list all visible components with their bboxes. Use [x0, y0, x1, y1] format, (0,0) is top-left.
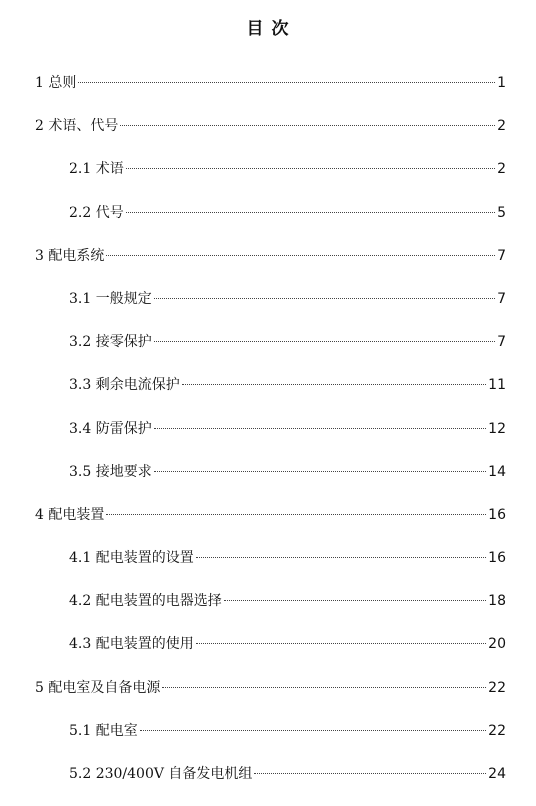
leader-dots [106, 514, 486, 515]
leader-dots [254, 773, 486, 774]
leader-dots [224, 600, 486, 601]
toc-entry-label: 5 配电室及自备电源 [35, 679, 161, 696]
toc-entry-page: 22 [488, 722, 506, 739]
leader-dots [154, 471, 486, 472]
toc-entry[interactable] [0, 547, 536, 590]
leader-dots [126, 212, 495, 213]
toc-entry-label: 1 总则 [35, 75, 77, 91]
toc-entry-page: 11 [488, 377, 506, 394]
toc-entry-page: 7 [497, 290, 506, 307]
toc-entry-page: 12 [488, 420, 506, 437]
toc-entry-label: 4.1 配电装置的设置 [69, 550, 194, 567]
toc-entry-page: 7 [497, 334, 506, 351]
toc-entry[interactable] [0, 504, 536, 547]
toc-entry[interactable] [0, 245, 536, 288]
toc-entry-label: 2.2 代号 [69, 204, 124, 221]
toc-entry-page: 20 [488, 636, 506, 653]
toc-entry-label: 3 配电系统 [35, 247, 105, 264]
toc-entry[interactable] [0, 590, 536, 633]
leader-dots [182, 384, 486, 385]
toc-entry[interactable] [0, 158, 536, 201]
leader-dots [126, 168, 495, 169]
toc-entry-label: 3.4 防雷保护 [69, 420, 152, 437]
toc-entry[interactable] [0, 288, 536, 331]
toc-entry-page: 16 [488, 550, 506, 567]
toc-entry-page: 1 [497, 75, 506, 91]
toc-entry[interactable] [0, 374, 536, 417]
leader-dots [106, 255, 495, 256]
toc-entry-label: 3.2 接零保护 [69, 334, 152, 351]
toc-entry-page: 14 [488, 463, 506, 480]
toc-entry-page: 16 [488, 506, 506, 523]
toc-entry[interactable] [0, 72, 536, 115]
toc-entry-label: 3.1 一般规定 [69, 290, 152, 307]
toc-entry-label: 5.2 230/400V 自备发电机组 [69, 766, 253, 782]
leader-dots [154, 428, 486, 429]
toc-entry-label: 3.3 剩余电流保护 [69, 377, 180, 394]
leader-dots [140, 730, 486, 731]
toc-entry[interactable] [0, 461, 536, 504]
leader-dots [196, 643, 486, 644]
toc-entry-page: 7 [497, 247, 506, 264]
toc-entry[interactable] [0, 763, 536, 806]
toc-entry[interactable] [0, 720, 536, 763]
leader-dots [154, 298, 495, 299]
toc-entry-label: 4.3 配电装置的使用 [69, 636, 194, 653]
table-of-contents [0, 72, 536, 806]
leader-dots [196, 557, 486, 558]
toc-entry-label: 2.1 术语 [69, 161, 124, 178]
toc-entry-label: 4 配电装置 [35, 506, 105, 523]
toc-entry-page: 24 [488, 766, 506, 782]
toc-entry[interactable] [0, 115, 536, 158]
toc-entry-label: 5.1 配电室 [69, 722, 138, 739]
toc-entry-page: 5 [497, 204, 506, 221]
leader-dots [162, 687, 486, 688]
toc-entry[interactable] [0, 202, 536, 245]
toc-entry-label: 3.5 接地要求 [69, 463, 152, 480]
leader-dots [154, 341, 495, 342]
toc-entry-page: 2 [497, 161, 506, 178]
toc-entry-page: 22 [488, 679, 506, 696]
toc-entry[interactable] [0, 677, 536, 720]
toc-entry-label: 4.2 配电装置的电器选择 [69, 593, 222, 610]
toc-entry-page: 18 [488, 593, 506, 610]
leader-dots [78, 82, 495, 83]
leader-dots [120, 125, 495, 126]
toc-entry-label: 2 术语、代号 [35, 118, 119, 135]
toc-entry[interactable] [0, 633, 536, 676]
toc-entry[interactable] [0, 331, 536, 374]
page-title: 目 次 [246, 19, 290, 39]
toc-entry-page: 2 [497, 118, 506, 135]
toc-entry[interactable] [0, 418, 536, 461]
